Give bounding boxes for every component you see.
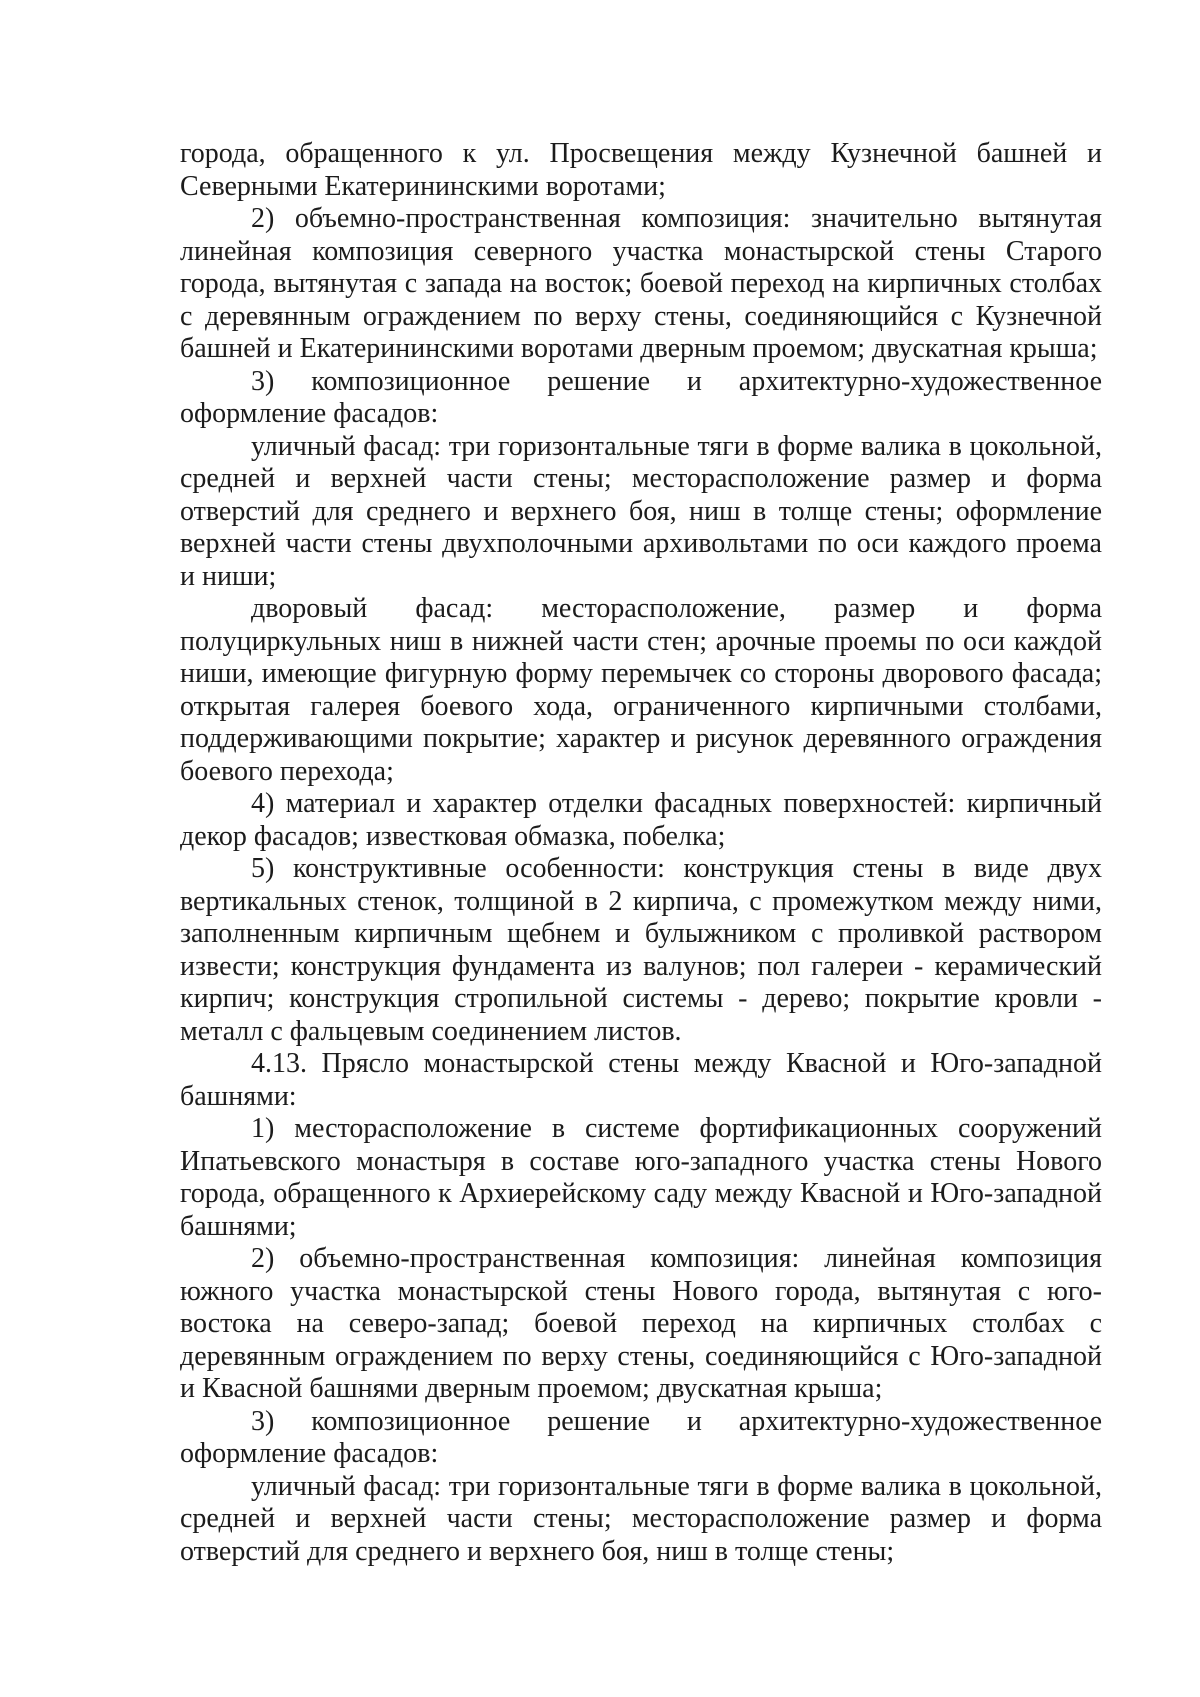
paragraph-street-facade-b: уличный фасад: три горизонтальные тяги в форме валика в цокольной, средней и верхней части стены; месторасположение размер и форма отверстий для среднего и верхнего боя, ниш в толще стены; [180,1470,1102,1567]
section-heading-4-13: 4.13. Прясло монастырской стены между Квасной и Юго-западной башнями: [180,1048,1102,1112]
document-page [180,138,1102,1568]
paragraph-item-2-volume-composition-b: 2) объемно-пространственная композиция: линейная композиция южного участка монастырской стены Нового города, вытянутая с юго-востока на северо-запад; боевой переход на кирпичных столбах с деревянным ограждением по верху стены, соединяющийся с Юго-западной и Квасной башнями дверным проемом; двускатная крыша; [180,1243,1102,1404]
paragraph-item-1-location: 1) месторасположение в системе фортификационных сооружений Ипатьевского монастыря в составе юго-западного участка стены Нового города, обращенного к Архиерейскому саду между Квасной и Юго-западной башнями; [180,1113,1102,1242]
paragraph-item-5-construction: 5) конструктивные особенности: конструкция стены в виде двух вертикальных стенок, толщиной в 2 кирпича, с промежутком между ними, заполненным кирпичным щебнем и булыжником с проливкой раствором извести; конструкция фундамента из валунов; пол галереи - керамический кирпич; конструкция стропильной системы - дерево; покрытие кровли - металл с фальцевым соединением листов. [180,853,1102,1047]
paragraph-item-4-materials: 4) материал и характер отделки фасадных поверхностей: кирпичный декор фасадов; известковая обмазка, побелка; [180,788,1102,852]
paragraph-courtyard-facade: дворовый фасад: месторасположение, размер и форма полуциркульных ниш в нижней части стен; арочные проемы по оси каждой ниши, имеющие фигурную форму перемычек со стороны дворового фасада; открытая галерея боевого хода, ограниченного кирпичными столбами, поддерживающими покрытие; характер и рисунок деревянного ограждения боевого перехода; [180,593,1102,787]
paragraph-street-facade: уличный фасад: три горизонтальные тяги в форме валика в цокольной, средней и верхней части стены; месторасположение размер и форма отверстий для среднего и верхнего боя, ниш в толще стены; оформление верхней части стены двухполочными архивольтами по оси каждого проема и ниши; [180,430,1102,592]
paragraph-item-2-volume-composition: 2) объемно-пространственная композиция: значительно вытянутая линейная композиция северного участка монастырской стены Старого города, вытянутая с запада на восток; боевой переход на кирпичных столбах с деревянным ограждением по верху стены, соединяющийся с Кузнечной башней и Екатерининскими воротами дверным проемом; двускатная крыша; [180,203,1102,364]
paragraph-item-3-facade-design: 3) композиционное решение и архитектурно-художественное оформление фасадов: [180,365,1102,429]
paragraph-item-3-facade-design-b: 3) композиционное решение и архитектурно-художественное оформление фасадов: [180,1405,1102,1469]
paragraph-continuation: города, обращенного к ул. Просвещения между Кузнечной башней и Северными Екатерининскими воротами; [180,138,1102,202]
